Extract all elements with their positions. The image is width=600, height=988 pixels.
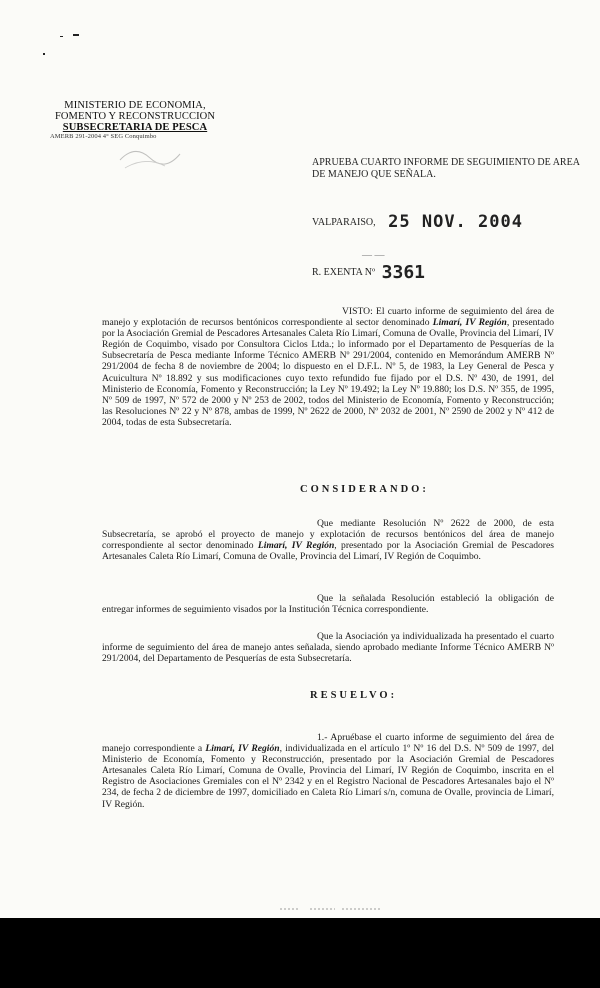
resuelvo-paragraph xyxy=(102,732,554,810)
decorative-dash: — — xyxy=(362,250,385,261)
resuelvo-text: , individualizada en el artículo 1º Nº 16 del D.S. Nº 509 de 1997, del Ministerio de Economía, Fomento y Reconstrucción, presentado por la Asociación Gremial de Pescadores Artesanales Caleta Río Limarí, Comuna de Ovalle, Provincia del Limarí, IV Región de Coquimbo, inscrita en el Registro de Asociaciones Gremiales con el Nº 2342 y en el Registro Nacional de Pescadores Artesanales bajo el Nº 234, de fecha 2 de diciembre de 1997, domiciliado en Caleta Río Limarí s/n, comuna de Ovalle, provincia de Limarí, IV Región. xyxy=(102,743,555,810)
ministry-name-line: MINISTERIO DE ECONOMIA, xyxy=(64,100,206,111)
ministry-name-line: FOMENTO Y RECONSTRUCCION xyxy=(54,111,216,122)
file-reference: AMERB 291-2004 4° SEG Conquimbo xyxy=(50,133,157,140)
visto-text: El cuarto informe de seguimiento del área de manejo y explotación de recursos bentónicos correspondiente al sector denominado xyxy=(102,306,554,329)
stamp-mark xyxy=(115,140,185,174)
scan-speck xyxy=(73,34,79,36)
considerando-text: , presentado por la Asociación Gremial de Pescadores Artesanales Caleta Río Limarí, Comuna de Ovalle, Provincia del Limarí, IV Región de Coquimbo. xyxy=(102,540,554,563)
resolution-label: R. EXENTA Nº xyxy=(312,267,376,278)
scan-speck xyxy=(43,53,45,55)
considerando-paragraph xyxy=(102,518,554,562)
date-stamp: 25 NOV. 2004 xyxy=(388,212,523,232)
considerando-heading: CONSIDERANDO: xyxy=(300,484,429,495)
visto-lead: VISTO: xyxy=(342,306,373,317)
resuelvo-text: 1.- Apruébase el cuarto informe de seguimiento del área de manejo correspondiente a xyxy=(102,732,554,755)
resolution-number xyxy=(312,250,425,283)
place-and-date xyxy=(312,212,523,232)
scan-artifact xyxy=(280,906,380,912)
visto-paragraph xyxy=(102,306,554,428)
sector-name: Limarí, IV Región xyxy=(205,743,280,755)
considerando-text: Que la señalada Resolución estableció la obligación de entregar informes de seguimiento visados por la Institución Técnica correspondiente. xyxy=(102,593,554,616)
scan-speck xyxy=(60,36,63,37)
considerando-text: Que la Asociación ya individualizada ha presentado el cuarto informe de seguimiento del área de manejo antes señalada, siendo aprobado mediante Informe Técnico AMERB Nº 291/2004, del Departamento de Pesquerías de esta Subsecretaría. xyxy=(102,631,554,665)
visto-text: , presentado por la Asociación Gremial de Pescadores Artesanales Caleta Río Limarí, Comuna de Ovalle, Provincia del Limarí, IV Región de Coquimbo, visado por Consultora Ciclos Ltda.; lo informado por el Departamento de Pesquerías de la Subsecretaría de Pesca mediante Informe Técnico AMERB Nº 291/2004, contenido en Memorándum AMERB Nº 291/2004 de fecha 8 de noviembre de 2004; lo dispuesto en el D.F.L. Nº 5, de 1983, la Ley General de Pesca y Acuicultura Nº 18.892 y sus modificaciones cuyo texto refundido fue fijado por el D.S. Nº 430, de 1991, del Ministerio de Economía, Fomento y Reconstrucción; la Ley Nº 19.492; la Ley Nº 19.880; los D.S. Nº 355, de 1995, Nº 509 de 1997, Nº 572 de 2000 y Nº 253 de 2002, todos del Ministerio de Economía, Fomento y Reconstrucción; las Resoluciones Nº 22 y Nº 878, ambas de 1999, Nº 2622 de 2000, Nº 2032 de 2001, Nº 2590 de 2002 y Nº 412 de 2004, todas de esta Subsecretaría. xyxy=(102,317,554,428)
sector-name: Limarí, IV Región xyxy=(432,317,507,329)
considerando-paragraph xyxy=(102,631,554,664)
considerando-paragraph xyxy=(102,593,554,615)
ministry-letterhead xyxy=(50,100,220,141)
considerando-text: Que mediante Resolución Nº 2622 de 2000, de esta Subsecretaría, se aprobó el proyecto de manejo y explotación de recursos bentónicos del área de manejo correspondiente al sector denominado xyxy=(102,518,554,552)
resuelvo-heading: RESUELVO: xyxy=(310,690,398,701)
undersecretariat-name: SUBSECRETARIA DE PESCA xyxy=(62,122,208,133)
sector-name: Limarí, IV Región xyxy=(257,540,335,552)
place: VALPARAISO, xyxy=(312,217,376,228)
resolution-number-value: 3361 xyxy=(381,262,425,283)
document-subject: APRUEBA CUARTO INFORME DE SEGUIMIENTO DE AREA DE MANEJO QUE SEÑALA. xyxy=(312,157,580,180)
